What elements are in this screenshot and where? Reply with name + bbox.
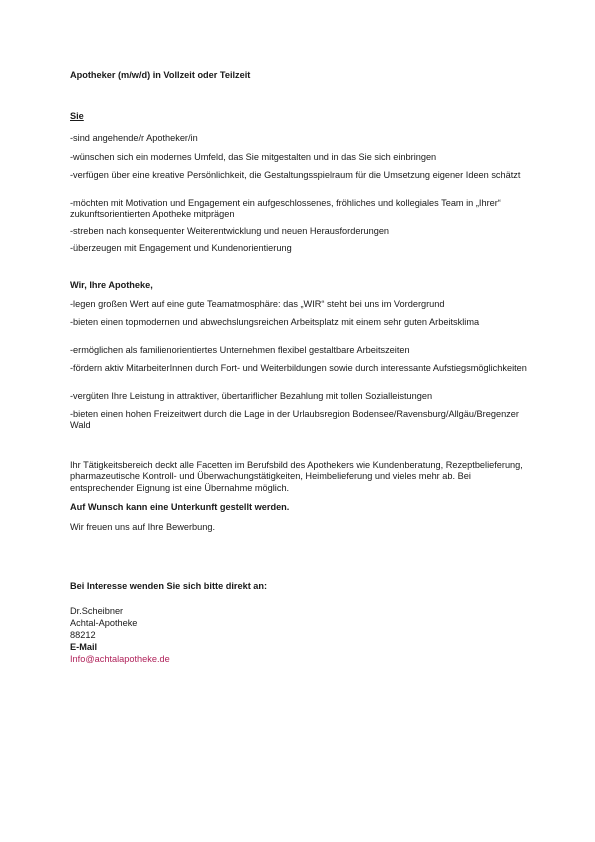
- list-item: -vergüten Ihre Leistung in attraktiver, übertariflicher Bezahlung mit tollen Sozialleistungen: [70, 391, 433, 401]
- job-title: Apotheker (m/w/d) in Vollzeit oder Teilzeit: [70, 70, 251, 80]
- section-heading-sie: Sie: [70, 111, 84, 121]
- email-link[interactable]: Info@achtalapotheke.de: [70, 654, 170, 664]
- list-item: -sind angehende/r Apotheker/in: [70, 133, 198, 143]
- job-description: Ihr Tätigkeitsbereich deckt alle Facetten im Berufsbild des Apothekers wie Kundenberatung, Rezeptbelieferung, pharmazeutische Kontroll- und Überwachungstätigkeiten, Heimbelieferung und vieles mehr ab. Bei entsprechender Eignung ist eine Übernahme möglich.: [70, 460, 523, 493]
- list-item: -ermöglichen als familienorientiertes Unternehmen flexibel gestaltbare Arbeitszeiten: [70, 345, 410, 355]
- contact-heading: Bei Interesse wenden Sie sich bitte direkt an:: [70, 581, 268, 591]
- section-heading-wir: Wir, Ihre Apotheke,: [70, 280, 153, 290]
- list-item: -streben nach konsequenter Weiterentwicklung und neuen Herausforderungen: [70, 226, 390, 236]
- email-label: E-Mail: [70, 642, 98, 652]
- list-item: -verfügen über eine kreative Persönlichkeit, die Gestaltungsspielraum für die Umsetzung eigener Ideen schätzt: [70, 170, 521, 180]
- contact-pharmacy: Achtal-Apotheke: [70, 618, 138, 628]
- list-item: -bieten einen hohen Freizeitwert durch die Lage in der Urlaubsregion Bodensee/Ravensburg/Allgäu/Bregenzer Wald: [70, 409, 519, 431]
- closing-line: Wir freuen uns auf Ihre Bewerbung.: [70, 522, 216, 532]
- contact-name: Dr.Scheibner: [70, 606, 124, 616]
- list-item: -wünschen sich ein modernes Umfeld, das Sie mitgestalten und in das Sie sich einbringen: [70, 152, 437, 162]
- list-item: -fördern aktiv MitarbeiterInnen durch Fort- und Weiterbildungen sowie durch interessante Aufstiegsmöglichkeiten: [70, 363, 527, 373]
- list-item: -überzeugen mit Engagement und Kundenorientierung: [70, 243, 292, 253]
- contact-postal-code: 88212: [70, 630, 96, 640]
- list-item: -legen großen Wert auf eine gute Teamatmosphäre: das „WIR“ steht bei uns im Vordergrund: [70, 299, 445, 309]
- accommodation-note: Auf Wunsch kann eine Unterkunft gestellt werden.: [70, 502, 290, 512]
- list-item: -bieten einen topmodernen und abwechslungsreichen Arbeitsplatz mit einem sehr guten Arbeitsklima: [70, 317, 480, 327]
- list-item: -möchten mit Motivation und Engagement ein aufgeschlossenes, fröhliches und kollegiales Team in „Ihrer“ zukunftsorientierten Apotheke mitprägen: [70, 198, 501, 220]
